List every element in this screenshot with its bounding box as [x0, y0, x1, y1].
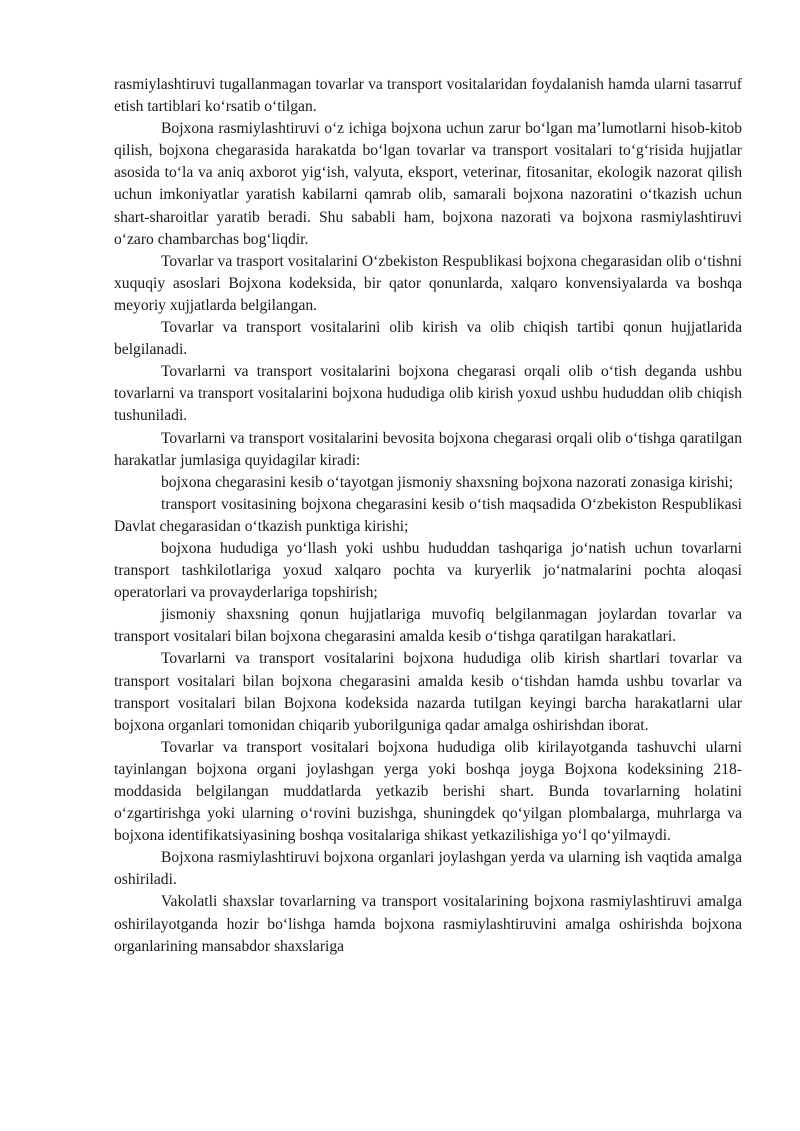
list-item-4: jismoniy shaxsning qonun hujjatlariga muvofiq belgilanmagan joylardan tovarlar va transport vositalari bilan bojxona chegarasini amalda kesib o‘tishga qaratilgan harakatlari.: [114, 606, 742, 646]
paragraph-8: Tovarlar va transport vositalari bojxona hududiga olib kirilayotganda tashuvchi ularni tayinlangan bojxona organi joylashgan yerga yoki boshqa joyga Bojxona kodeksining 218- moddasida belgilangan muddatlarda yetkazib berishi shart. Bunda tovarlarning holatini o‘zgartirishga yoki ularning o‘rovini buzishga, shuningdek qo‘yilgan plombalarga, muhrlarga va bojxona identifikatsiyasining boshqa vositalariga shikast yetkazilishiga yo‘l qo‘yilmaydi.: [114, 738, 742, 845]
list-item-2: transport vositasining bojxona chegarasini kesib o‘tish maqsadida O‘zbekiston Respublikasi Davlat chegarasidan o‘tkazish punktiga kirishi;: [114, 495, 742, 535]
paragraph-10: Vakolatli shaxslar tovarlarning va transport vositalarining bojxona rasmiylashtiruvi amalga oshirilayotganda hozir bo‘lishga hamda bojxona rasmiylashtiruvini amalga oshirishda bojxona organlarining mansabdor shaxslariga: [114, 893, 742, 955]
paragraph-2: Bojxona rasmiylashtiruvi o‘z ichiga bojxona uchun zarur bo‘lgan ma’lumotlarni hisob-kitob qilish, bojxona chegarasida harakatda bo‘lgan tovarlar va transport vositalari to‘g‘risida hujjatlar asosida to‘la va aniq axborot yig‘ish, valyuta, eksport, veterinar, fitosanitar, ekologik nazorat qilish uchun imkoniyatlar yaratish kabilarni qamrab olib, samarali bojxona nazoratini o‘tkazish uchun shart-sharoitlar yaratib beradi. Shu sababli ham, bojxona nazorati va bojxona rasmiylashtiruvi o‘zaro chambarchas bog‘liqdir.: [114, 120, 742, 248]
paragraph-1: rasmiylashtiruvi tugallanmagan tovarlar va transport vositalaridan foydalanish hamda ularni tasarruf etish tartiblari ko‘rsatib o‘tilgan.: [114, 76, 742, 116]
paragraph-6: Tovarlarni va transport vositalarini bevosita bojxona chegarasi orqali olib o‘tishga qaratilgan harakatlar jumlasiga quyidagilar kiradi:: [114, 429, 742, 469]
list-item-1: bojxona chegarasini kesib o‘tayotgan jismoniy shaxsning bojxona nazorati zonasiga kirishi;: [161, 473, 734, 491]
document-page: [114, 74, 742, 958]
paragraph-9: Bojxona rasmiylashtiruvi bojxona organlari joylashgan yerda va ularning ish vaqtida amalga oshiriladi.: [114, 849, 742, 889]
paragraph-5: Tovarlarni va transport vositalarini bojxona chegarasi orqali olib o‘tish deganda ushbu tovarlarni va transport vositalarini bojxona hududiga olib kirish yoxud ushbu hududdan olib chiqish tushuniladi.: [114, 363, 742, 425]
paragraph-4: Tovarlar va transport vositalarini olib kirish va olib chiqish tartibi qonun hujjatlarida belgilanadi.: [114, 319, 742, 359]
list-item-3: bojxona hududiga yo‘llash yoki ushbu hududdan tashqariga jo‘natish uchun tovarlarni transport tashkilotlariga yoxud xalqaro pochta va kuryerlik jo‘natmalarini pochta aloqasi operatorlari va provayderlariga topshirish;: [114, 539, 742, 602]
paragraph-7: Tovarlarni va transport vositalarini bojxona hududiga olib kirish shartlari tovarlar va transport vositalari bilan bojxona chegarasini amalda kesib o‘tishdan hamda ushbu tovarlar va transport vositalari bilan Bojxona kodeksida nazarda tutilgan keyingi barcha harakatlarni ular bojxona organlari tomonidan chiqarib yuborilguniga qadar amalga oshirishdan iborat.: [114, 650, 742, 734]
paragraph-3: Tovarlar va trasport vositalarini O‘zbekiston Respublikasi bojxona chegarasidan olib o‘tishni xuquqiy asoslari Bojxona kodeksida, bir qator qonunlarda, xalqaro konvensiyalarda va boshqa meyoriy xujjatlarda belgilangan.: [114, 252, 742, 314]
